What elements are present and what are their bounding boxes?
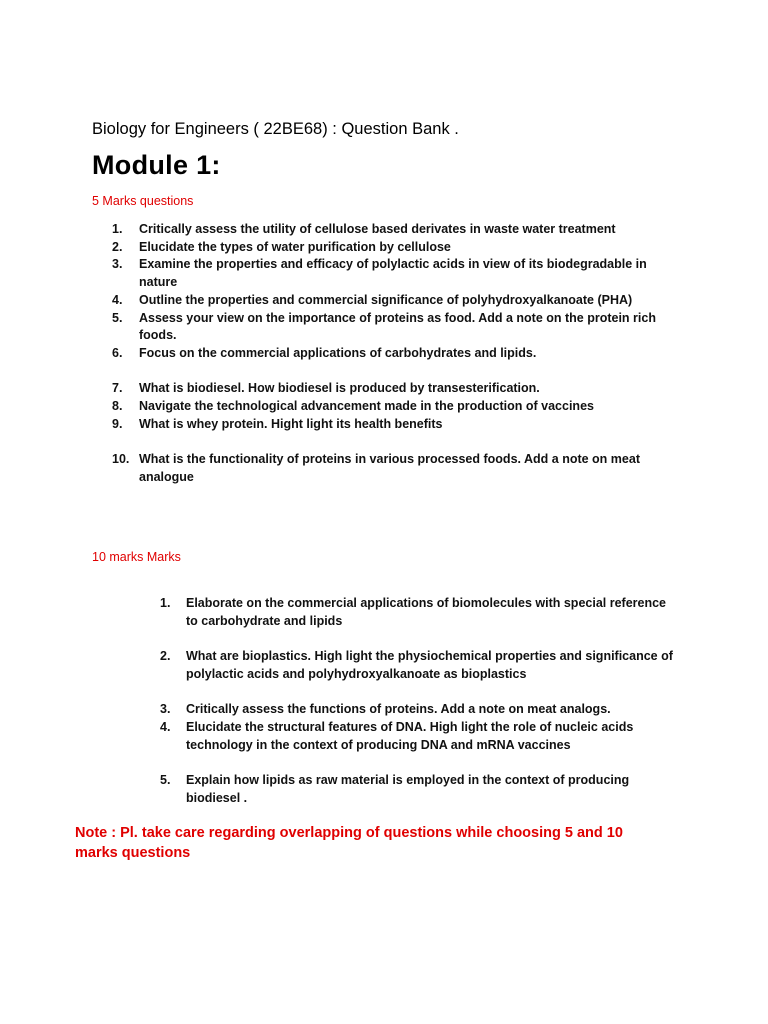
- question-text: Elaborate on the commercial applications of biomolecules with special reference to carbohydrate and lipids: [186, 596, 667, 628]
- question-text: Examine the properties and efficacy of polylactic acids in view of its biodegradable in nature: [139, 257, 647, 290]
- question-item: [112, 416, 672, 434]
- question-item: [112, 310, 672, 345]
- question-number: 5.: [112, 310, 123, 325]
- question-text: Navigate the technological advancement made in the production of vaccines: [139, 399, 594, 414]
- question-number: 3.: [160, 702, 171, 717]
- question-number: 3.: [112, 257, 123, 272]
- question-number: 4.: [112, 292, 123, 307]
- question-number: 2.: [112, 239, 123, 254]
- question-text: Focus on the commercial applications of carbohydrates and lipids.: [139, 345, 537, 360]
- question-item: [112, 239, 672, 257]
- question-item: [160, 648, 680, 683]
- question-item: [160, 595, 680, 630]
- question-item: [112, 398, 672, 416]
- ten-marks-heading: 10 marks Marks: [92, 550, 181, 564]
- question-number: 4.: [160, 719, 171, 734]
- question-number: 10.: [112, 452, 130, 467]
- question-item: [160, 719, 680, 754]
- question-item: [160, 772, 680, 807]
- five-marks-heading: 5 Marks questions: [92, 194, 194, 208]
- question-text: Explain how lipids as raw material is employed in the context of producing biodiesel .: [186, 772, 630, 805]
- question-text: What are bioplastics. High light the physiochemical properties and significance of polylactic acids and polyhydroxyalkanoate as bioplastics: [186, 649, 673, 681]
- question-text: Elucidate the types of water purification by cellulose: [139, 239, 451, 254]
- question-number: 7.: [112, 381, 123, 396]
- question-number: 1.: [112, 222, 123, 236]
- document-title: Biology for Engineers ( 22BE68) : Question Bank .: [92, 120, 459, 138]
- question-number: 9.: [112, 416, 123, 431]
- question-text: What is biodiesel. How biodiesel is produced by transesterification.: [139, 381, 540, 396]
- question-item: [112, 256, 672, 291]
- question-item: [112, 221, 672, 239]
- five-marks-question-list: [112, 221, 672, 487]
- question-number: 8.: [112, 399, 123, 414]
- question-text: Elucidate the structural features of DNA. High light the role of nucleic acids technology in the context of producing DNA and mRNA vaccines: [186, 719, 634, 752]
- question-item: [112, 380, 672, 398]
- question-text: Assess your view on the importance of proteins as food. Add a note on the protein rich foods.: [139, 310, 656, 343]
- question-number: 1.: [160, 596, 171, 610]
- question-item: [112, 345, 672, 363]
- question-item: [160, 701, 680, 719]
- question-text: Outline the properties and commercial significance of polyhydroxyalkanoate (PHA): [139, 292, 633, 307]
- question-text: What is whey protein. Hight light its health benefits: [139, 416, 443, 431]
- question-number: 5.: [160, 772, 171, 787]
- question-text: Critically assess the functions of proteins. Add a note on meat analogs.: [186, 702, 611, 717]
- question-item: [112, 292, 672, 310]
- question-item: [112, 451, 672, 486]
- module-heading: Module 1:: [92, 150, 221, 180]
- question-number: 2.: [160, 649, 171, 664]
- question-text: Critically assess the utility of cellulose based derivates in waste water treatment: [139, 222, 616, 236]
- question-number: 6.: [112, 345, 123, 360]
- ten-marks-question-list: [160, 595, 680, 807]
- note-text: Note : Pl. take care regarding overlapping of questions while choosing 5 and 10 marks questions: [75, 825, 623, 861]
- question-text: What is the functionality of proteins in various processed foods. Add a note on meat analogue: [139, 452, 640, 484]
